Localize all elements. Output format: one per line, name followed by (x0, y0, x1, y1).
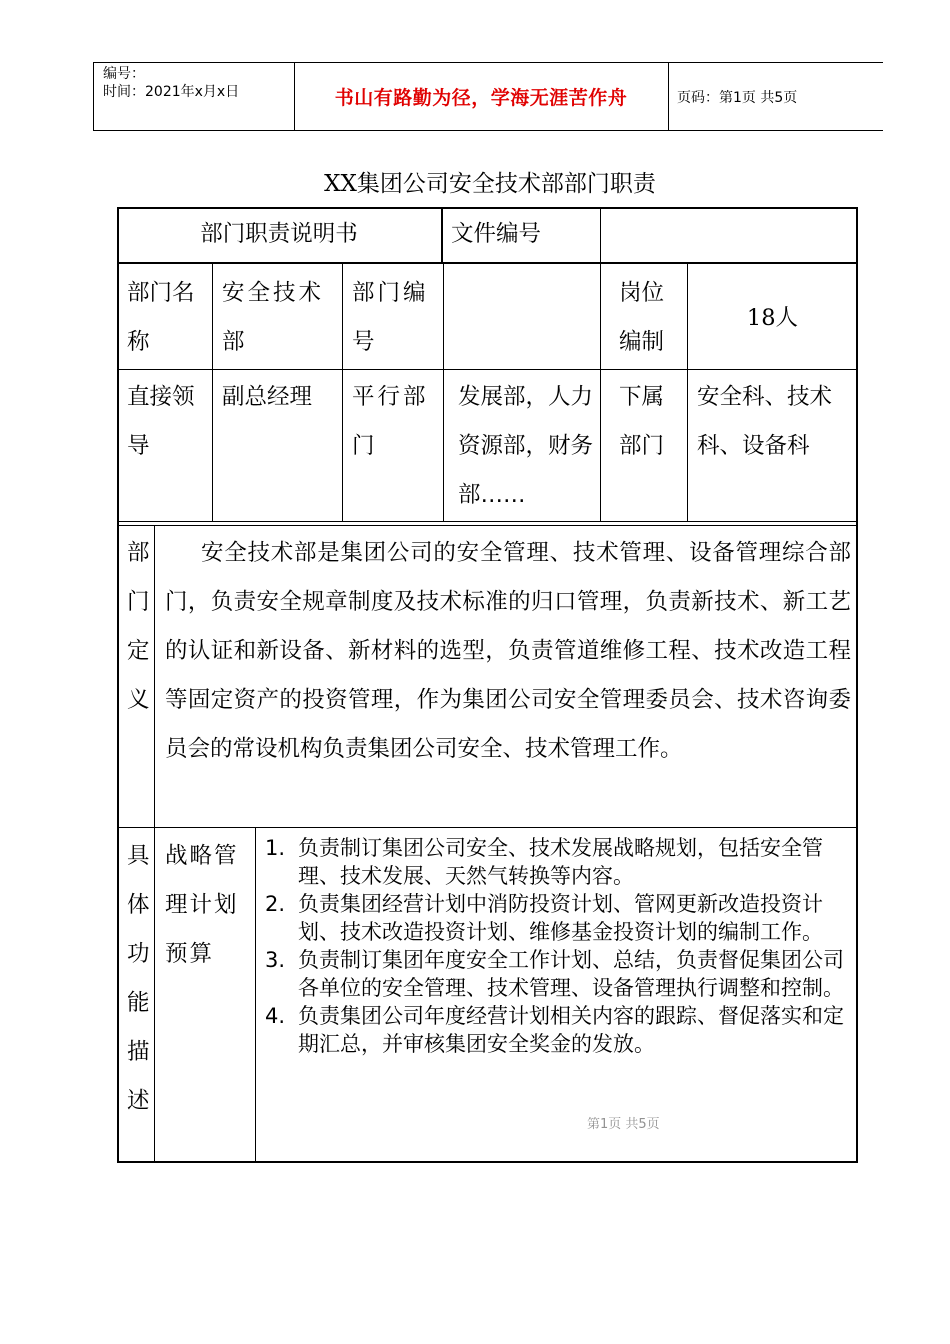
header-motto: 书山有路勤为径，学海无涯苦作舟 (334, 87, 628, 109)
number-label: 编号： (103, 66, 145, 82)
dept-name-label: 部门名称 (127, 280, 195, 355)
page-info: 页码：第1页 共5页 (677, 90, 798, 106)
post-label: 岗位编制 (619, 280, 665, 355)
dept-name-value: 安全技术部 (222, 280, 325, 355)
func-list (265, 834, 850, 1058)
func-category: 战略管理计划预算 (165, 843, 239, 967)
page-header (93, 62, 883, 131)
functions-label: 具体功能描述 (127, 843, 150, 1114)
subordinate-value: 安全科、技术科、设备科 (697, 384, 833, 459)
definition-label: 部门定义 (127, 540, 150, 713)
parallel-value: 发展部，人力资源部，财务部…… (458, 384, 594, 508)
header-meta (103, 65, 239, 101)
parallel-label: 平行部门 (352, 384, 429, 459)
list-item: 2. 负责集团经营计划中消防投资计划、管网更新改造投资计划、技术改造投资计划、维修基金投资计划的编制工作。 (265, 892, 823, 944)
overlap-page-footer: 第1页 共5页 (587, 1117, 660, 1132)
file-no-label: 文件编号 (451, 221, 542, 247)
list-item: 4. 负责集团公司年度经营计划相关内容的跟踪、督促落实和定期汇总，并审核集团安全奖金的发放。 (265, 1004, 844, 1056)
time-label: 时间：2021年x月x日 (103, 84, 240, 100)
list-item: 1. 负责制订集团公司安全、技术发展战略规划，包括安全管理、技术发展、天然气转换等内容。 (265, 836, 823, 888)
list-item: 3. 负责制订集团年度安全工作计划、总结，负责督促集团公司各单位的安全管理、技术管理、设备管理执行调整和控制。 (265, 948, 844, 1000)
post-value: 18人 (746, 305, 799, 331)
direct-leader-label: 直接领导 (127, 384, 195, 459)
dept-no-label: 部门编号 (352, 280, 429, 355)
document-title: XX集团公司安全技术部部门职责 (324, 171, 656, 197)
subordinate-label: 下属部门 (619, 384, 665, 459)
definition-text: 安全技术部是集团公司的安全管理、技术管理、设备管理综合部门，负责安全规章制度及技术标准的归口管理，负责新技术、新工艺的认证和新设备、新材料的选型，负责管道维修工程、技术改造工程等固定资产的投资管理，作为集团公司安全管理委员会、技术咨询委员会的常设机构负责集团公司安全、技术管理工作。 (165, 540, 851, 762)
direct-leader-value: 副总经理 (222, 384, 313, 410)
table-caption: 部门职责说明书 (200, 221, 358, 247)
responsibility-table (117, 207, 858, 1163)
